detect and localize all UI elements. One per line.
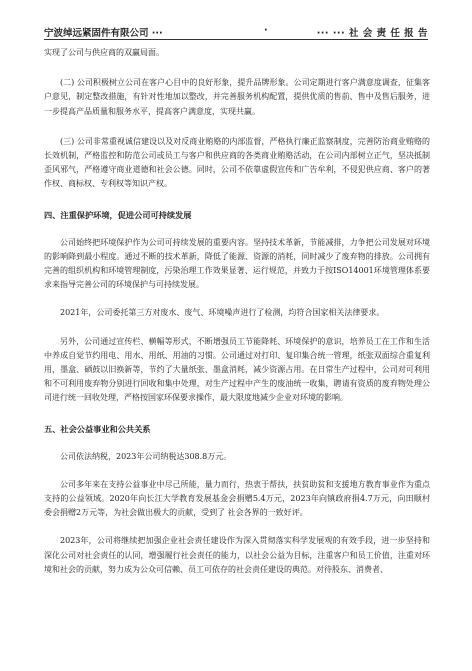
paragraph-suppliers-end: 实现了公司与供应商的双赢局面。 [44, 48, 164, 57]
paragraph-2023-plan: 2023年，公司将继续把加强企业社会责任建设作为深入贯彻落实科学发展观的有效手段，进一步坚持和深化公司对社会责任的认同，增强履行社会责任的能力，以社会公益为目标，注重客户和员工价值，注重对环境和社会的贡献，努力成为公众可信赖、员工可依存的社会责任建设的典范。对待股东、消费者、 [44, 536, 430, 574]
document-body [44, 46, 430, 577]
section-heading-public-welfare: 五、社会公益事业和公共关系 [44, 423, 151, 434]
company-name: 宁波绰远紧固件有限公司 ··· [44, 28, 163, 39]
paragraph-integrity: (三) 公司非常重视诚信建设以及对反商业贿赂的内部监督，严格执行廉正监察制度，完善防治商业贿赂的长效机制，严格监控和防范公司或员工与客户和供应商的各类商业贿赂活动，在公司内部树立正气，坚决抵制歪风邪气，严格遵守商业道德和社会公德。同时，公司不依靠虚假宣传和广告牟利，不侵犯供应商、客户的著作权、商标权、专利权等知识产权。 [44, 136, 430, 189]
paragraph-environment: 公司始终把环境保护作为公司可持续发展的重要内容。坚持技术革新，节能减排，力争把公司发展对环境的影响降到最小程度。通过不断的技术革新，降低了能源、资源的消耗，同时减少了废弃物的排放。公司拥有完善的组织机构和环境管理制度，污染治理工作效果显著、运行规范，并致力于按ISO14001环境管理体系要求来指导完善公司的环境保护与可持续发展。 [44, 237, 430, 290]
section-heading-environment: 四、注重保护环境，促进公司可持续发展 [44, 209, 192, 220]
paragraph-customer-image: (二) 公司积极树立公司在客户心目中的良好形象，提升品牌形象。公司定期进行客户满意度调查，征集客户意见，制定整改措施，有针对性地加以整改，并完善服务机构配置，提供优质的售前、售中及售后服务，进一步提高产品质量和服务水平，提高客户满意度，实现共赢。 [44, 78, 430, 116]
header-dot: · [264, 25, 268, 36]
paragraph-energy-saving: 另外，公司通过宣传栏、横幅等形式，不断增强员工节能降耗、环境保护的意识，培养员工在工作和生活中养成自觉节约用电、用水、用纸、用油的习惯。公司通过对打印、复印集合统一管理，纸张双面综合重复利用，墨盒、硒鼓以旧换新等，节约了大量纸张、墨盒消耗，减少资源占用。在日常生产过程中，公司对可利用和不可利用废弃物分别进行回收和集中处理，对生产过程中产生的废油统一收集，聘请有资质的废弃物处理公司进行统一回收处理，严格按国家环保要求操作，最大限度地减少企业对环境的影响。 [44, 336, 430, 403]
page-header [44, 25, 428, 40]
report-title: ··· ··· 社 会 责 任 报 告 [316, 28, 428, 39]
paragraph-testing: 2021年，公司委托第三方对废水、废气、环境噪声进行了检测，均符合国家相关法律要求。 [60, 308, 385, 318]
paragraph-tax: 公司依法纳税，2023年公司纳税达308.8万元。 [60, 451, 232, 461]
paragraph-donations: 公司多年来在支持公益事业中尽己所能，量力而行，热衷于帮扶，扶贫助贫和支援地方教育事业作为重点支持的公益领域。2020年向长江大学教育发展基金会捐赠5.4万元，2023年向镇政府捐4.7万元，向田顺村委会捐赠2万元等，为社会做出极大的贡献，受到了 社会各界的一致好评。 [44, 479, 430, 518]
